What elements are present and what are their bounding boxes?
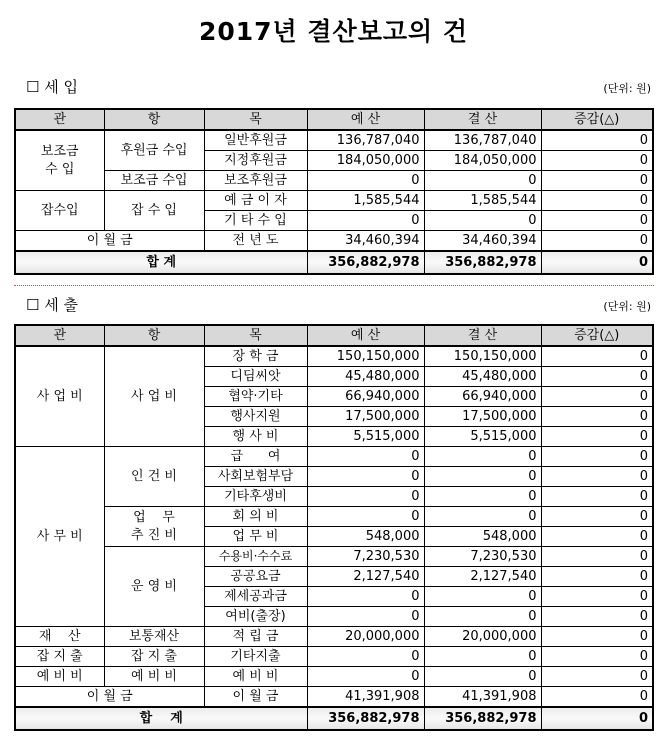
- table-row: [15, 627, 653, 647]
- section-divider: [14, 285, 654, 286]
- settle-cell: 0: [424, 467, 541, 487]
- mok-cell: 예 비 비: [204, 667, 307, 687]
- settle-cell: 0: [424, 507, 541, 527]
- settle-cell: 0: [424, 171, 541, 191]
- table-row: [15, 447, 653, 467]
- diff-cell: 0: [541, 171, 653, 191]
- mok-cell: 장 학 금: [204, 346, 307, 367]
- diff-cell: 0: [541, 427, 653, 447]
- diff-cell: 0: [541, 687, 653, 708]
- budget-cell: 41,391,908: [307, 687, 424, 708]
- budget-cell: 5,515,000: [307, 427, 424, 447]
- mok-cell: 수용비·수수료: [204, 547, 307, 567]
- income-unit-label: (단위: 원): [603, 82, 651, 95]
- mok-cell: 보조후원금: [204, 171, 307, 191]
- col-header-gwan: 관: [15, 109, 104, 130]
- settle-cell: 2,127,540: [424, 567, 541, 587]
- total-label: 합 계: [15, 707, 307, 730]
- income-table: [14, 108, 654, 275]
- expense-table: [14, 324, 654, 731]
- total-budget: 356,882,978: [307, 707, 424, 730]
- diff-cell: 0: [541, 547, 653, 567]
- budget-cell: 17,500,000: [307, 407, 424, 427]
- mok-cell: 예 금 이 자: [204, 191, 307, 211]
- mok-cell: 행사지원: [204, 407, 307, 427]
- diff-cell: 0: [541, 151, 653, 171]
- budget-cell: 0: [307, 607, 424, 627]
- income-section-heading: ☐ 세 입: [26, 78, 78, 96]
- mok-cell: 디딤씨앗: [204, 367, 307, 387]
- hang-cell: 업 무 추 진 비: [104, 507, 204, 547]
- gwan-cell: 잡 지 출: [15, 647, 104, 667]
- settle-cell: 136,787,040: [424, 130, 541, 151]
- gwan-cell: 보조금 수 입: [15, 130, 104, 191]
- diff-cell: 0: [541, 346, 653, 367]
- settle-cell: 45,480,000: [424, 367, 541, 387]
- diff-cell: 0: [541, 387, 653, 407]
- diff-cell: 0: [541, 367, 653, 387]
- col-header-mok: 목: [204, 109, 307, 130]
- settle-cell: 150,150,000: [424, 346, 541, 367]
- budget-cell: 0: [307, 647, 424, 667]
- mok-cell: 제세공과금: [204, 587, 307, 607]
- gwan-cell: 이 월 금: [15, 231, 204, 252]
- table-row: [15, 507, 653, 527]
- diff-cell: 0: [541, 567, 653, 587]
- total-label: 합 계: [15, 251, 307, 274]
- settle-cell: 0: [424, 211, 541, 231]
- total-budget: 356,882,978: [307, 251, 424, 274]
- settle-cell: 184,050,000: [424, 151, 541, 171]
- hang-cell: 운 영 비: [104, 547, 204, 627]
- settle-cell: 1,585,544: [424, 191, 541, 211]
- budget-cell: 0: [307, 667, 424, 687]
- total-settle: 356,882,978: [424, 707, 541, 730]
- budget-cell: 0: [307, 171, 424, 191]
- budget-cell: 0: [307, 587, 424, 607]
- col-header-diff: 증감(△): [541, 325, 653, 346]
- settle-cell: 7,230,530: [424, 547, 541, 567]
- mok-cell: 회 의 비: [204, 507, 307, 527]
- total-diff: 0: [541, 707, 653, 730]
- diff-cell: 0: [541, 587, 653, 607]
- budget-cell: 184,050,000: [307, 151, 424, 171]
- table-row: [15, 667, 653, 687]
- expense-section-heading: ☐ 세 출: [26, 296, 78, 314]
- col-header-settle: 결 산: [424, 109, 541, 130]
- budget-cell: 548,000: [307, 527, 424, 547]
- col-header-gwan: 관: [15, 325, 104, 346]
- gwan-cell: 예 비 비: [15, 667, 104, 687]
- mok-cell: 지정후원금: [204, 151, 307, 171]
- diff-cell: 0: [541, 407, 653, 427]
- settle-cell: 66,940,000: [424, 387, 541, 407]
- settle-cell: 548,000: [424, 527, 541, 547]
- mok-cell: 일반후원금: [204, 130, 307, 151]
- gwan-cell: 사 무 비: [15, 447, 104, 627]
- budget-cell: 2,127,540: [307, 567, 424, 587]
- col-header-diff: 증감(△): [541, 109, 653, 130]
- budget-cell: 150,150,000: [307, 346, 424, 367]
- hang-cell: 후원금 수입: [104, 130, 204, 171]
- table-row: [15, 346, 653, 367]
- mok-cell: 여비(출장): [204, 607, 307, 627]
- budget-cell: 0: [307, 467, 424, 487]
- budget-cell: 136,787,040: [307, 130, 424, 151]
- income-total-row: [15, 251, 653, 274]
- col-header-hang: 항: [104, 325, 204, 346]
- table-row: [15, 191, 653, 211]
- total-settle: 356,882,978: [424, 251, 541, 274]
- col-header-mok: 목: [204, 325, 307, 346]
- mok-cell: 기타후생비: [204, 487, 307, 507]
- budget-cell: 0: [307, 487, 424, 507]
- settle-cell: 41,391,908: [424, 687, 541, 708]
- mok-cell: 적 립 금: [204, 627, 307, 647]
- hang-cell: 사 업 비: [104, 346, 204, 447]
- diff-cell: 0: [541, 527, 653, 547]
- budget-cell: 20,000,000: [307, 627, 424, 647]
- diff-cell: 0: [541, 130, 653, 151]
- settle-cell: 34,460,394: [424, 231, 541, 252]
- settle-cell: 0: [424, 607, 541, 627]
- mok-cell: 이 월 금: [204, 687, 307, 708]
- table-row: [15, 130, 653, 151]
- hang-cell: 인 건 비: [104, 447, 204, 507]
- mok-cell: 사회보험부담: [204, 467, 307, 487]
- budget-cell: 0: [307, 447, 424, 467]
- hang-cell: 보조금 수입: [104, 171, 204, 191]
- expense-total-row: [15, 707, 653, 730]
- income-header-row: [15, 109, 653, 130]
- settle-cell: 0: [424, 487, 541, 507]
- budget-cell: 45,480,000: [307, 367, 424, 387]
- mok-cell: 급 여: [204, 447, 307, 467]
- budget-cell: 66,940,000: [307, 387, 424, 407]
- gwan-cell: 잡수입: [15, 191, 104, 231]
- col-header-hang: 항: [104, 109, 204, 130]
- gwan-cell: 재 산: [15, 627, 104, 647]
- diff-cell: 0: [541, 231, 653, 252]
- gwan-cell: 사 업 비: [15, 346, 104, 447]
- settle-cell: 5,515,000: [424, 427, 541, 447]
- settle-cell: 17,500,000: [424, 407, 541, 427]
- gwan-cell: 이 월 금: [15, 687, 204, 708]
- table-row: [15, 171, 653, 191]
- diff-cell: 0: [541, 607, 653, 627]
- hang-cell: 보통재산: [104, 627, 204, 647]
- mok-cell: 전 년 도: [204, 231, 307, 252]
- settle-cell: 0: [424, 667, 541, 687]
- page-title: 2017년 결산보고의 건: [198, 17, 469, 46]
- diff-cell: 0: [541, 647, 653, 667]
- diff-cell: 0: [541, 627, 653, 647]
- diff-cell: 0: [541, 447, 653, 467]
- budget-cell: 1,585,544: [307, 191, 424, 211]
- diff-cell: 0: [541, 467, 653, 487]
- hang-cell: 잡 수 입: [104, 191, 204, 231]
- expense-header-row: [15, 325, 653, 346]
- diff-cell: 0: [541, 667, 653, 687]
- table-row: [15, 231, 653, 252]
- mok-cell: 기 타 수 입: [204, 211, 307, 231]
- expense-unit-label: (단위: 원): [603, 300, 651, 313]
- mok-cell: 업 무 비: [204, 527, 307, 547]
- diff-cell: 0: [541, 507, 653, 527]
- mok-cell: 행 사 비: [204, 427, 307, 447]
- budget-cell: 7,230,530: [307, 547, 424, 567]
- budget-cell: 0: [307, 507, 424, 527]
- table-row: [15, 547, 653, 567]
- table-row: [15, 687, 653, 708]
- total-diff: 0: [541, 251, 653, 274]
- hang-cell: 잡 지 출: [104, 647, 204, 667]
- mok-cell: 협약·기타: [204, 387, 307, 407]
- budget-cell: 0: [307, 211, 424, 231]
- settle-cell: 0: [424, 647, 541, 667]
- col-header-budget: 예 산: [307, 325, 424, 346]
- diff-cell: 0: [541, 191, 653, 211]
- settle-cell: 0: [424, 447, 541, 467]
- table-row: [15, 647, 653, 667]
- diff-cell: 0: [541, 487, 653, 507]
- mok-cell: 공공요금: [204, 567, 307, 587]
- mok-cell: 기타지출: [204, 647, 307, 667]
- hang-cell: 예 비 비: [104, 667, 204, 687]
- col-header-budget: 예 산: [307, 109, 424, 130]
- settle-cell: 20,000,000: [424, 627, 541, 647]
- settle-cell: 0: [424, 587, 541, 607]
- col-header-settle: 결 산: [424, 325, 541, 346]
- diff-cell: 0: [541, 211, 653, 231]
- budget-cell: 34,460,394: [307, 231, 424, 252]
